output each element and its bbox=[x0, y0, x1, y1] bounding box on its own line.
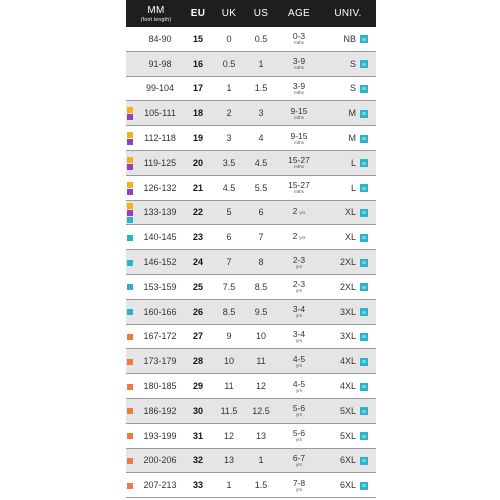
cell-us: 6 bbox=[258, 207, 264, 218]
age-unit: yrs bbox=[296, 337, 302, 343]
age-value: 0-3 bbox=[292, 31, 306, 42]
age-unit: yrs bbox=[296, 313, 302, 319]
cell-univ: S bbox=[349, 83, 356, 94]
cell-eu: 25 bbox=[192, 281, 203, 292]
age-value: 7-8 bbox=[292, 477, 306, 488]
color-swatch bbox=[127, 408, 133, 414]
cell-mm: 180-185 bbox=[143, 381, 177, 392]
info-icon: ⊞ bbox=[360, 85, 368, 93]
cell-mm: 119-125 bbox=[143, 157, 177, 168]
cell-eu: 22 bbox=[192, 207, 203, 218]
info-icon: ⊞ bbox=[360, 482, 368, 490]
table-row bbox=[126, 300, 376, 325]
cell-eu: 31 bbox=[192, 430, 203, 441]
cell-uk: 11 bbox=[224, 381, 234, 392]
cell-univ: 6XL bbox=[339, 455, 356, 466]
cell-univ: M bbox=[348, 108, 356, 119]
color-swatches bbox=[127, 132, 133, 145]
cell-us: 1.5 bbox=[254, 480, 268, 491]
color-swatch bbox=[127, 458, 133, 464]
cell-us: 0.5 bbox=[254, 33, 268, 44]
age-unit: yrs bbox=[296, 486, 302, 492]
table-row bbox=[126, 176, 376, 201]
age-value: 3-4 bbox=[292, 304, 306, 315]
color-swatch bbox=[127, 359, 133, 365]
cell-age bbox=[278, 201, 320, 225]
age-value: 2-3 bbox=[292, 254, 306, 265]
cell-us: 12 bbox=[255, 381, 266, 392]
table-row bbox=[126, 52, 376, 77]
cell-us: 4 bbox=[258, 133, 264, 144]
cell-eu: 32 bbox=[192, 455, 203, 466]
info-icon: ⊞ bbox=[360, 383, 368, 391]
color-swatch bbox=[127, 235, 133, 241]
age-value: 2 bbox=[292, 231, 298, 242]
info-icon: ⊞ bbox=[360, 184, 368, 192]
cell-univ: 2XL bbox=[339, 281, 356, 292]
age-value: 4-5 bbox=[292, 378, 306, 389]
info-icon: ⊞ bbox=[360, 407, 368, 415]
color-swatches bbox=[127, 408, 133, 414]
size-chart-table bbox=[126, 0, 376, 500]
cell-age bbox=[278, 225, 320, 249]
age-unit: mths bbox=[294, 139, 304, 145]
table-row bbox=[126, 473, 376, 498]
info-icon: ⊞ bbox=[360, 209, 368, 217]
cell-age bbox=[278, 27, 320, 51]
info-icon: ⊞ bbox=[360, 234, 368, 242]
cell-uk: 2 bbox=[226, 108, 232, 119]
cell-age bbox=[278, 77, 320, 101]
cell-mm: 160-166 bbox=[143, 306, 177, 317]
cell-age bbox=[278, 101, 320, 125]
info-icon: ⊞ bbox=[360, 110, 368, 118]
cell-univ: 6XL bbox=[339, 480, 356, 491]
cell-eu: 29 bbox=[192, 381, 203, 392]
cell-univ: NB bbox=[343, 33, 356, 44]
age-value: 6-7 bbox=[292, 452, 306, 463]
cell-us: 5.5 bbox=[254, 182, 268, 193]
age-unit: mths bbox=[294, 189, 304, 195]
cell-age bbox=[278, 300, 320, 324]
info-icon: ⊞ bbox=[360, 60, 368, 68]
cell-mm: 167-172 bbox=[143, 331, 177, 342]
cell-univ: 4XL bbox=[339, 381, 356, 392]
info-icon: ⊞ bbox=[360, 159, 368, 167]
info-icon: ⊞ bbox=[360, 259, 368, 267]
cell-mm: 186-192 bbox=[143, 405, 177, 416]
cell-uk: 0 bbox=[226, 33, 232, 44]
cell-mm: 146-152 bbox=[143, 257, 177, 268]
cell-mm: 91-98 bbox=[148, 58, 172, 69]
color-swatches bbox=[127, 260, 133, 266]
cell-us: 8 bbox=[258, 257, 264, 268]
color-swatch bbox=[127, 107, 133, 113]
color-swatch bbox=[127, 260, 133, 266]
cell-uk: 1 bbox=[226, 480, 232, 491]
info-icon: ⊞ bbox=[360, 135, 368, 143]
age-unit: yrs bbox=[299, 235, 306, 241]
age-value: 9-15 bbox=[290, 105, 308, 116]
color-swatches bbox=[127, 483, 133, 489]
cell-eu: 24 bbox=[192, 257, 203, 268]
age-unit: yrs bbox=[296, 362, 302, 368]
color-swatches bbox=[127, 359, 133, 365]
cell-age bbox=[278, 473, 320, 497]
age-value: 3-9 bbox=[292, 80, 306, 91]
cell-univ: XL bbox=[344, 232, 356, 243]
cell-eu: 18 bbox=[192, 108, 203, 119]
cell-mm: 133-139 bbox=[143, 207, 177, 218]
cell-eu: 17 bbox=[192, 83, 203, 94]
color-swatch bbox=[127, 483, 133, 489]
age-value: 9-15 bbox=[290, 130, 308, 141]
cell-eu: 15 bbox=[192, 33, 203, 44]
info-icon: ⊞ bbox=[360, 432, 368, 440]
table-row bbox=[126, 349, 376, 374]
age-unit: yrs bbox=[296, 387, 302, 393]
table-row bbox=[126, 399, 376, 424]
header-mm-sublabel: (foot length) bbox=[140, 16, 172, 23]
cell-age bbox=[278, 126, 320, 150]
header-univ: UNIV. bbox=[334, 8, 362, 19]
cell-eu: 21 bbox=[192, 182, 203, 193]
cell-eu: 19 bbox=[192, 133, 203, 144]
color-swatches bbox=[127, 157, 133, 170]
cell-age bbox=[278, 151, 320, 175]
header-uk: UK bbox=[221, 8, 237, 19]
color-swatch bbox=[127, 189, 133, 195]
table-row bbox=[126, 225, 376, 250]
cell-us: 1 bbox=[258, 58, 264, 69]
age-value: 5-6 bbox=[292, 428, 306, 439]
age-value: 3-4 bbox=[292, 328, 306, 339]
header-eu: EU bbox=[190, 8, 206, 19]
cell-eu: 33 bbox=[192, 480, 203, 491]
table-row bbox=[126, 126, 376, 151]
cell-us: 10 bbox=[255, 331, 266, 342]
cell-us: 8.5 bbox=[254, 281, 268, 292]
cell-us: 4.5 bbox=[254, 157, 268, 168]
header-age: AGE bbox=[287, 8, 311, 19]
cell-us: 1.5 bbox=[254, 83, 268, 94]
cell-uk: 0.5 bbox=[222, 58, 236, 69]
cell-uk: 12 bbox=[223, 430, 234, 441]
color-swatch bbox=[127, 217, 133, 223]
cell-eu: 28 bbox=[192, 356, 203, 367]
cell-mm: 112-118 bbox=[144, 133, 176, 144]
table-row bbox=[126, 275, 376, 300]
cell-mm: 84-90 bbox=[148, 33, 172, 44]
info-icon: ⊞ bbox=[360, 283, 368, 291]
cell-univ: XL bbox=[344, 207, 356, 218]
cell-univ: M bbox=[348, 133, 356, 144]
cell-us: 11 bbox=[256, 356, 266, 367]
cell-us: 13 bbox=[255, 430, 266, 441]
info-icon: ⊞ bbox=[360, 308, 368, 316]
cell-mm: 173-179 bbox=[143, 356, 177, 367]
cell-univ: 5XL bbox=[339, 405, 356, 416]
age-unit: mths bbox=[294, 114, 304, 120]
table-row bbox=[126, 424, 376, 449]
color-swatch bbox=[127, 139, 133, 145]
color-swatches bbox=[127, 334, 133, 340]
cell-univ: 4XL bbox=[339, 356, 356, 367]
cell-uk: 11.5 bbox=[220, 405, 238, 416]
color-swatch bbox=[127, 114, 133, 120]
color-swatch bbox=[127, 309, 133, 315]
cell-uk: 7 bbox=[226, 257, 232, 268]
color-swatch bbox=[127, 164, 133, 170]
cell-uk: 5 bbox=[226, 207, 232, 218]
age-value: 5-6 bbox=[292, 403, 306, 414]
cell-eu: 26 bbox=[192, 306, 203, 317]
age-unit: mths bbox=[294, 89, 304, 95]
color-swatch bbox=[127, 210, 133, 216]
color-swatches bbox=[127, 384, 133, 390]
cell-uk: 3 bbox=[226, 133, 232, 144]
cell-mm: 207-213 bbox=[143, 480, 177, 491]
color-swatch bbox=[127, 334, 133, 340]
color-swatch bbox=[127, 132, 133, 138]
age-value: 2 bbox=[292, 206, 298, 217]
cell-eu: 27 bbox=[192, 331, 203, 342]
cell-mm: 193-199 bbox=[143, 430, 177, 441]
cell-uk: 1 bbox=[226, 83, 232, 94]
cell-age bbox=[278, 449, 320, 473]
cell-age bbox=[278, 176, 320, 200]
info-icon: ⊞ bbox=[360, 358, 368, 366]
cell-age bbox=[278, 349, 320, 373]
cell-uk: 6 bbox=[226, 232, 232, 243]
color-swatch bbox=[127, 182, 133, 188]
color-swatches bbox=[127, 235, 133, 241]
cell-uk: 7.5 bbox=[222, 281, 236, 292]
table-row bbox=[126, 101, 376, 126]
cell-us: 7 bbox=[258, 232, 264, 243]
info-icon: ⊞ bbox=[360, 35, 368, 43]
cell-age bbox=[278, 52, 320, 76]
color-swatch bbox=[127, 384, 133, 390]
header-us: US bbox=[253, 8, 269, 19]
age-unit: yrs bbox=[299, 210, 306, 216]
age-value: 15-27 bbox=[288, 155, 310, 166]
table-row bbox=[126, 374, 376, 399]
age-value: 4-5 bbox=[292, 353, 306, 364]
cell-us: 12.5 bbox=[252, 405, 270, 416]
cell-uk: 13 bbox=[223, 455, 234, 466]
color-swatches bbox=[127, 309, 133, 315]
color-swatch bbox=[127, 203, 133, 209]
cell-eu: 16 bbox=[192, 58, 203, 69]
age-unit: yrs bbox=[296, 263, 302, 269]
age-value: 15-27 bbox=[288, 180, 310, 191]
cell-mm: 153-159 bbox=[143, 281, 177, 292]
cell-eu: 30 bbox=[192, 405, 203, 416]
table-row bbox=[126, 77, 376, 102]
color-swatch bbox=[127, 433, 133, 439]
color-swatches bbox=[127, 182, 133, 195]
table-row bbox=[126, 27, 376, 52]
color-swatches bbox=[127, 203, 133, 223]
header-mm-label: MM bbox=[147, 4, 165, 16]
cell-us: 9.5 bbox=[254, 306, 268, 317]
info-icon: ⊞ bbox=[360, 457, 368, 465]
cell-us: 3 bbox=[258, 108, 264, 119]
cell-uk: 9 bbox=[226, 331, 232, 342]
color-swatch bbox=[127, 284, 133, 290]
cell-us: 1 bbox=[258, 455, 264, 466]
age-unit: yrs bbox=[296, 288, 302, 294]
age-unit: yrs bbox=[296, 437, 302, 443]
age-unit: mths bbox=[294, 40, 304, 46]
cell-age bbox=[278, 250, 320, 274]
table-row bbox=[126, 449, 376, 474]
cell-eu: 23 bbox=[192, 232, 203, 243]
cell-age bbox=[278, 325, 320, 349]
cell-uk: 4.5 bbox=[222, 182, 236, 193]
cell-mm: 200-206 bbox=[143, 455, 177, 466]
color-swatches bbox=[127, 458, 133, 464]
age-unit: mths bbox=[294, 65, 304, 71]
color-swatch bbox=[127, 157, 133, 163]
age-unit: yrs bbox=[296, 412, 302, 418]
color-swatches bbox=[127, 107, 133, 120]
cell-univ: 2XL bbox=[339, 257, 356, 268]
cell-mm: 140-145 bbox=[143, 232, 177, 243]
color-swatches bbox=[127, 433, 133, 439]
info-icon: ⊞ bbox=[360, 333, 368, 341]
header-mm bbox=[126, 0, 186, 27]
table-header bbox=[126, 0, 376, 27]
cell-univ: 5XL bbox=[339, 430, 356, 441]
cell-uk: 3.5 bbox=[222, 157, 236, 168]
cell-uk: 10 bbox=[223, 356, 234, 367]
cell-mm: 99-104 bbox=[145, 83, 175, 94]
age-unit: mths bbox=[294, 164, 304, 170]
cell-univ: S bbox=[349, 58, 356, 69]
cell-age bbox=[278, 275, 320, 299]
table-row bbox=[126, 201, 376, 226]
table-row bbox=[126, 325, 376, 350]
cell-univ: 3XL bbox=[339, 331, 356, 342]
age-value: 2-3 bbox=[292, 279, 306, 290]
cell-univ: L bbox=[350, 182, 356, 193]
cell-univ: L bbox=[350, 157, 356, 168]
cell-age bbox=[278, 399, 320, 423]
cell-mm: 105-111 bbox=[144, 108, 176, 119]
table-row bbox=[126, 151, 376, 176]
age-unit: yrs bbox=[296, 461, 302, 467]
cell-age bbox=[278, 424, 320, 448]
cell-eu: 20 bbox=[192, 157, 203, 168]
age-value: 3-9 bbox=[292, 56, 306, 67]
cell-univ: 3XL bbox=[339, 306, 356, 317]
cell-age bbox=[278, 374, 320, 398]
color-swatches bbox=[127, 284, 133, 290]
cell-mm: 126-132 bbox=[143, 182, 177, 193]
cell-uk: 8.5 bbox=[222, 306, 236, 317]
table-row bbox=[126, 250, 376, 275]
